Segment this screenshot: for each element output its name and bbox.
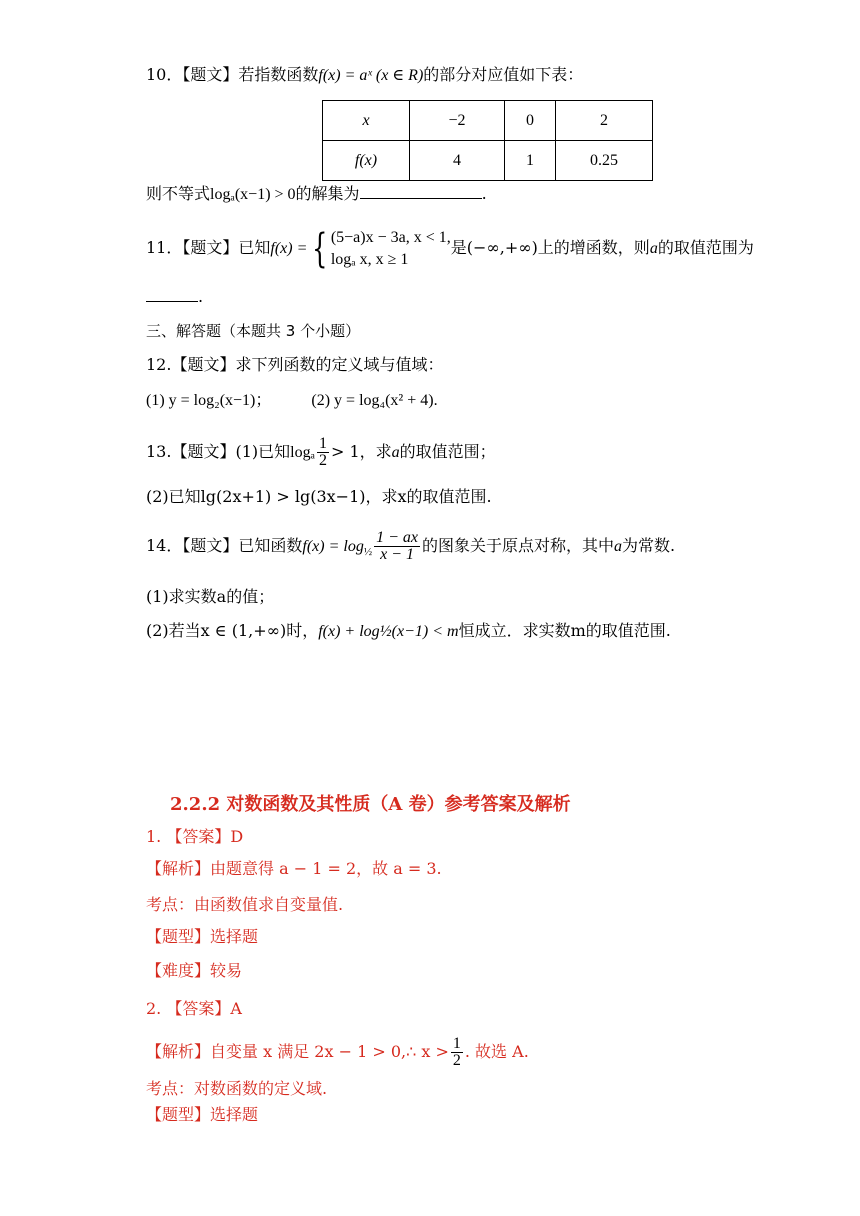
table-cell: 1	[505, 141, 556, 181]
q14-p2-prefix: (2)若当x ∈ (1,+∞)时，	[146, 621, 319, 640]
answer-1-difficulty: 【难度】较易	[146, 961, 243, 980]
q11-end: .	[198, 287, 204, 306]
q13-suffix: 的取值范围；	[399, 442, 496, 461]
q14-suffix: 的图象关于原点对称，其中	[421, 536, 614, 555]
q11-suffix: 的取值范围为	[657, 238, 754, 257]
question-13	[146, 436, 496, 469]
q11-prefix: 11．【题文】已知	[146, 238, 271, 257]
answer-2-point: 考点：对数函数的定义域.	[146, 1079, 328, 1098]
case-1: (5−a)x − 3a, x < 1,	[330, 228, 451, 246]
question-12: 12.【题文】求下列函数的定义域与值域：	[146, 355, 444, 374]
q10-line2-prefix: 则不等式	[146, 184, 211, 203]
q10-line2-suffix: 的解集为	[295, 184, 360, 203]
fraction-numerator: 1 − ax	[376, 529, 418, 546]
q14-fx: f(x) = log	[302, 538, 364, 555]
q10-formula: f(x) = aˣ (x ∈ R)	[318, 67, 424, 84]
question-11-line2	[146, 286, 203, 308]
fraction-denominator: 2	[318, 452, 327, 469]
case-2: logₐ x, x ≥ 1	[330, 250, 409, 268]
answer-2-analysis	[146, 1036, 529, 1069]
table-cell: 2	[556, 101, 653, 141]
question-14	[146, 530, 675, 563]
question-14-part-1: (1)求实数a的值；	[146, 587, 275, 606]
q10-line2-end: .	[481, 184, 487, 203]
table-cell: 4	[410, 141, 505, 181]
table-cell: f(x)	[323, 141, 410, 181]
q13-log: logₐ	[290, 444, 315, 461]
analysis-prefix: 【解析】自变量 x 满足 2x − 1 > 0,∴ x >	[146, 1042, 449, 1061]
table-row	[323, 101, 653, 141]
q14-p2-formula: f(x) + log½(x−1) < m	[318, 623, 459, 640]
table-cell: 0	[505, 101, 556, 141]
section-heading: 三、解答题（本题共 3 个小题）	[146, 322, 361, 340]
answer-1: 1. 【答案】D	[146, 827, 244, 846]
value-table	[322, 100, 653, 181]
q10-inequality: logₐ(x−1) > 0	[210, 186, 296, 203]
q12-part-2: (2) y = log₄(x² + 4).	[311, 392, 438, 409]
q14-p2-suffix: 恒成立．求实数m的取值范围.	[458, 621, 671, 640]
question-11	[146, 226, 754, 271]
answer-blank	[146, 287, 198, 302]
log-base: ½	[363, 546, 373, 558]
q14-var: a	[614, 538, 622, 555]
q10-suffix: 的部分对应值如下表：	[423, 65, 584, 84]
table-cell: x	[323, 101, 410, 141]
answers-heading: 2.2.2 对数函数及其性质（A 卷）参考答案及解析	[170, 794, 571, 815]
answer-blank	[360, 184, 482, 199]
analysis-text: 【解析】由题意得 a − 1 = 2，故 a = 3.	[146, 859, 442, 878]
q14-prefix: 14．【题文】已知函数	[146, 536, 303, 555]
answer-2-type: 【题型】选择题	[146, 1105, 259, 1124]
question-12-parts	[146, 390, 438, 412]
answer-1-type: 【题型】选择题	[146, 927, 259, 946]
fraction-numerator: 1	[318, 435, 327, 452]
q11-mid: 是(−∞,+∞)上的增函数，则	[450, 238, 650, 257]
q13-cmp: > 1，求	[330, 442, 392, 461]
question-10-line2	[146, 183, 487, 206]
brace-symbol: {	[312, 225, 328, 272]
question-14-part-2	[146, 620, 671, 643]
answer-1-analysis	[146, 858, 442, 880]
fraction-numerator: 1	[452, 1035, 461, 1052]
q13-var: a	[391, 444, 400, 461]
q14-suffix2: 为常数.	[622, 536, 676, 555]
answer-2: 2. 【答案】A	[146, 999, 242, 1018]
q13-prefix: 13.【题文】(1)已知	[146, 442, 291, 461]
question-10	[146, 64, 583, 87]
q12-part-1: (1) y = log₂(x−1)；	[146, 392, 272, 409]
q10-prefix: 10．【题文】若指数函数	[146, 65, 319, 84]
answer-1-point: 考点：由函数值求自变量值.	[146, 895, 344, 914]
table-row	[323, 141, 653, 181]
table-cell: −2	[410, 101, 505, 141]
q11-fx: f(x) =	[270, 240, 308, 257]
question-13-part-2: (2)已知lg(2x+1) > lg(3x−1)，求x的取值范围.	[146, 487, 492, 506]
q11-var: a	[649, 240, 658, 257]
piecewise-cases	[331, 227, 451, 271]
fraction	[451, 1036, 463, 1069]
table-cell: 0.25	[556, 141, 653, 181]
fraction	[317, 436, 329, 469]
fraction-denominator: 2	[452, 1052, 461, 1069]
fraction	[374, 530, 420, 563]
analysis-suffix: . 故选 A.	[464, 1042, 529, 1061]
fraction-denominator: x − 1	[380, 546, 414, 563]
